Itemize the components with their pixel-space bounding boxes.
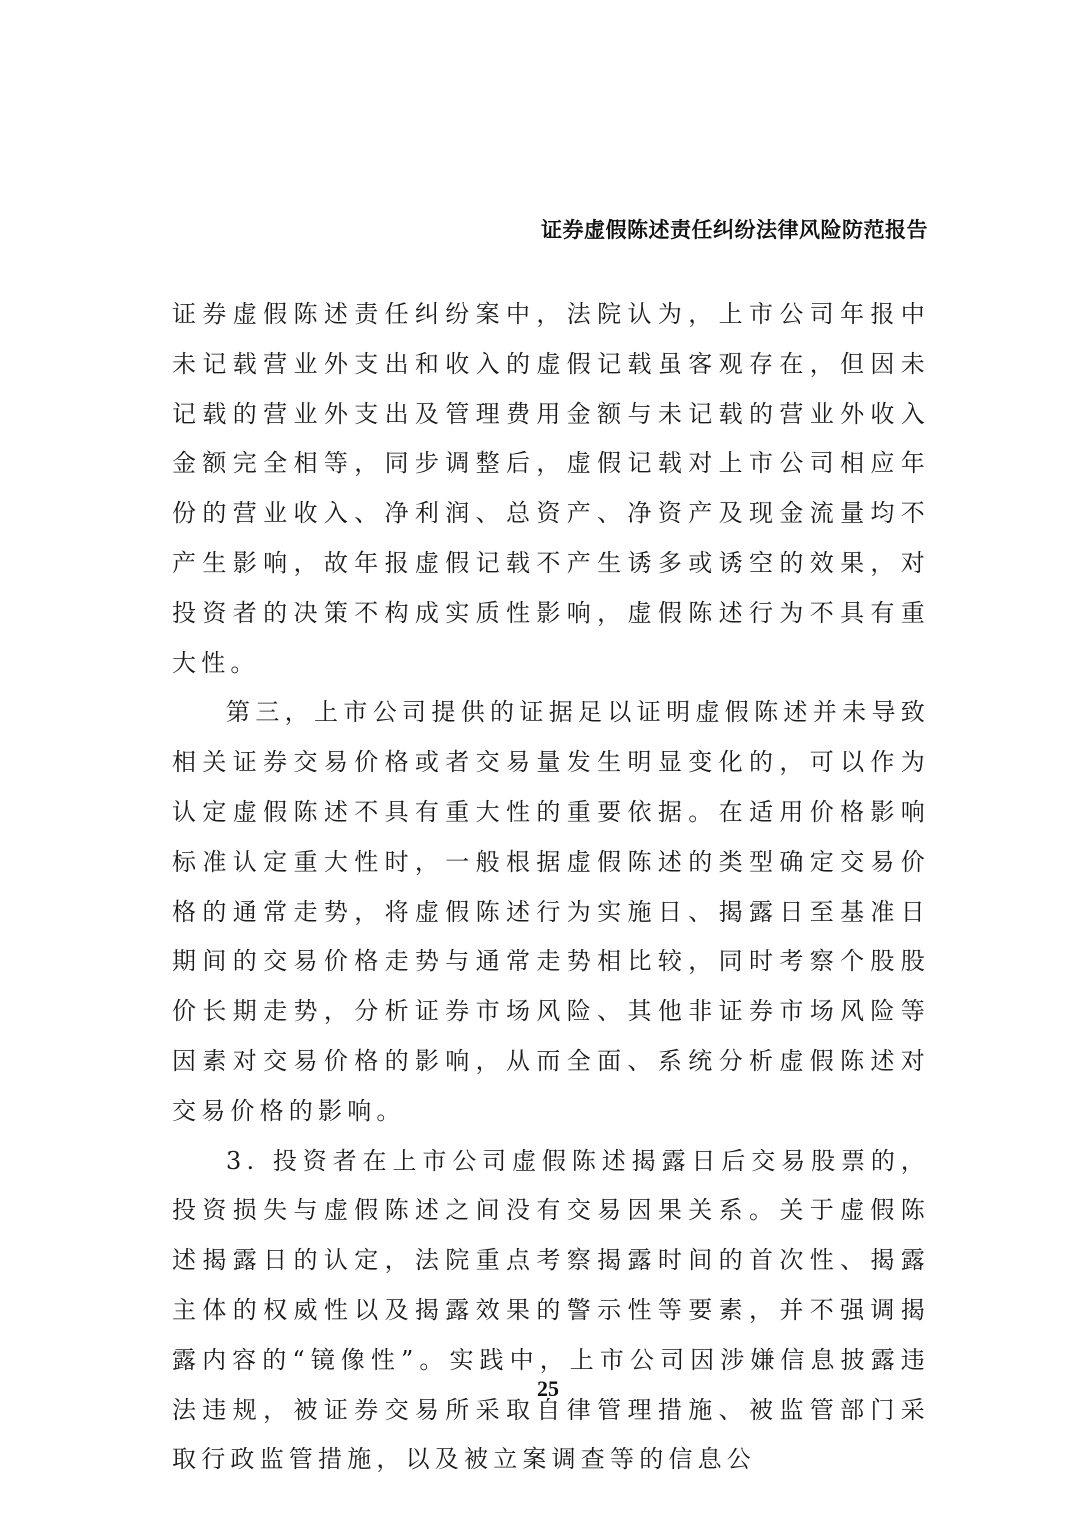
page-number: 25 (537, 1376, 559, 1401)
running-header-title: 证券虚假陈述责任纠纷法律风险防范报告 (541, 218, 928, 242)
body-text (172, 290, 930, 1485)
paragraph-point-3: 3. 投资者在上市公司虚假陈述揭露日后交易股票的，投资损失与虚假陈述之间没有交易因果关系。关于虚假陈述揭露日的认定，法院重点考察揭露时间的首次性、揭露主体的权威性以及揭露效果的警示性等要素，并不强调揭露内容的“镜像性”。实践中，上市公司因涉嫌信息披露违法违规，被证券交易所采取自律管理措施、被监管部门采取行政监管措施，以及被立案调查等的信息公 (172, 1146, 930, 1474)
paragraph-third-point: 第三，上市公司提供的证据足以证明虚假陈述并未导致相关证券交易价格或者交易量发生明显变化的，可以作为认定虚假陈述不具有重大性的重要依据。在适用价格影响标准认定重大性时，一般根据虚假陈述的类型确定交易价格的通常走势，将虚假陈述行为实施日、揭露日至基准日期间的交易价格走势与通常走势相比较，同时考察个股股价长期走势，分析证券市场风险、其他非证券市场风险等因素对交易价格的影响，从而全面、系统分析虚假陈述对交易价格的影响。 (172, 698, 930, 1125)
paragraph-continuation: 证券虚假陈述责任纠纷案中，法院认为，上市公司年报中未记载营业外支出和收入的虚假记载虽客观存在，但因未记载的营业外支出及管理费用金额与未记载的营业外收入金额完全相等，同步调整后，虚假记载对上市公司相应年份的营业收入、净利润、总资产、净资产及现金流量均不产生影响，故年报虚假记载不产生诱多或诱空的效果，对投资者的决策不构成实质性影响，虚假陈述行为不具有重大性。 (172, 300, 930, 677)
